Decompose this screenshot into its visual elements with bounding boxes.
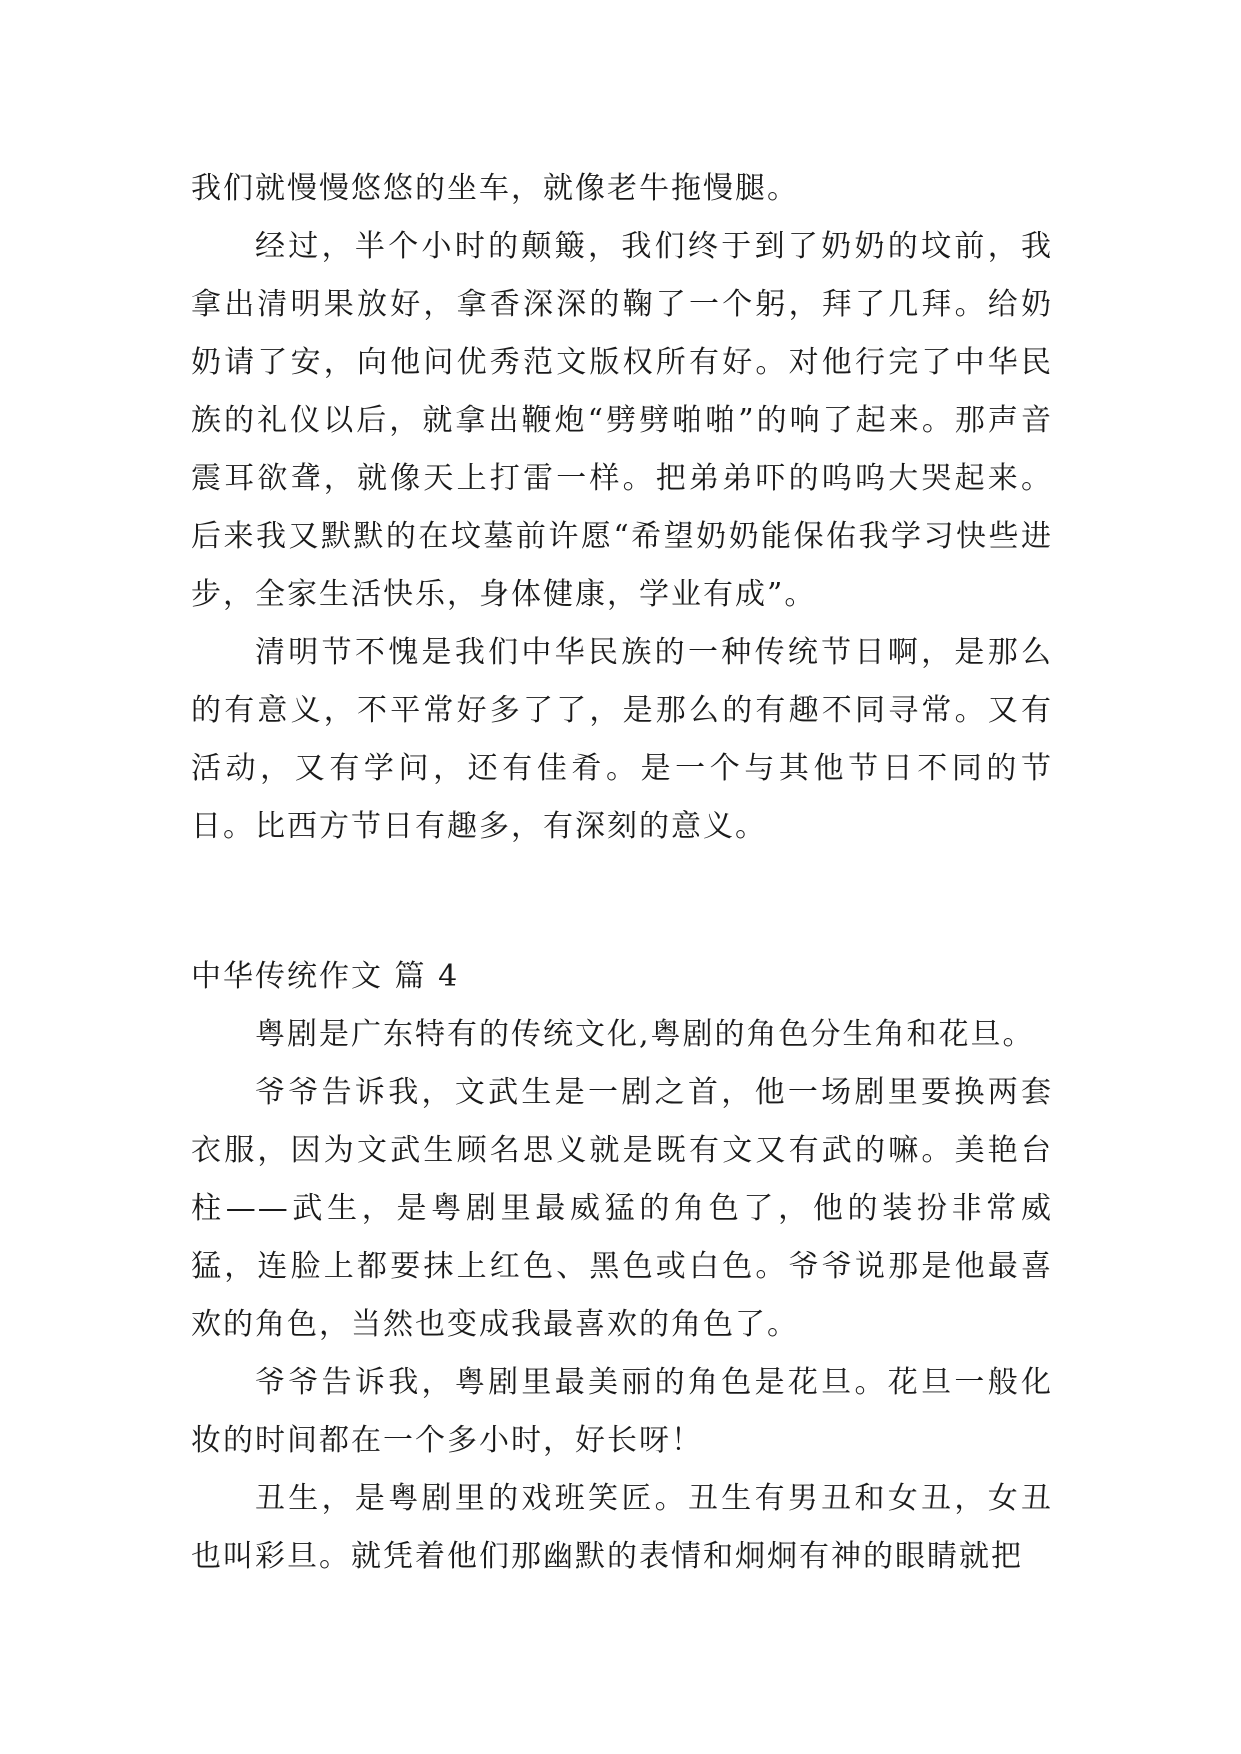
paragraph-cantonese-opera-intro: 粤剧是广东特有的传统文化,粤剧的角色分生角和花旦。: [255, 1017, 1035, 1052]
section-heading: 中华传统作文 篇 4: [191, 959, 460, 994]
document-body: [191, 160, 1053, 1586]
paragraph-wenwu-sheng: 爷爷告诉我，文武生是一剧之首，他一场剧里要换两套衣服，因为文武生顾名思义就是既有文又有武的嘛。美艳台柱——武生，是粤剧里最威猛的角色了，他的装扮非常威猛，连脸上都要抹上红色、黑色或白色。爷爷说那是他最喜欢的角色，当然也变成我最喜欢的角色了。: [191, 1075, 1053, 1342]
paragraph-continuation: 我们就慢慢悠悠的坐车，就像老牛拖慢腿。: [191, 171, 799, 206]
paragraph-huadan: 爷爷告诉我，粤剧里最美丽的角色是花旦。花旦一般化妆的时间都在一个多小时，好长呀！: [191, 1365, 1053, 1458]
paragraph-qingming-meaning: 清明节不愧是我们中华民族的一种传统节日啊，是那么的有意义，不平常好多了了，是那么的有趣不同寻常。又有活动，又有学问，还有佳肴。是一个与其他节日不同的节日。比西方节日有趣多，有深刻的意义。: [191, 635, 1053, 844]
paragraph-chousheng: 丑生，是粤剧里的戏班笑匠。丑生有男丑和女丑，女丑也叫彩旦。就凭着他们那幽默的表情和炯炯有神的眼睛就把: [191, 1481, 1053, 1574]
section-spacer: [191, 856, 1053, 948]
paragraph-tomb-visit: 经过，半个小时的颠簸，我们终于到了奶奶的坟前，我拿出清明果放好，拿香深深的鞠了一个躬，拜了几拜。给奶奶请了安，向他问优秀范文版权所有好。对他行完了中华民族的礼仪以后，就拿出鞭炮“劈劈啪啪”的响了起来。那声音震耳欲聋，就像天上打雷一样。把弟弟吓的呜呜大哭起来。后来我又默默的在坟墓前许愿“希望奶奶能保佑我学习快些进步，全家生活快乐，身体健康，学业有成”。: [191, 229, 1053, 612]
